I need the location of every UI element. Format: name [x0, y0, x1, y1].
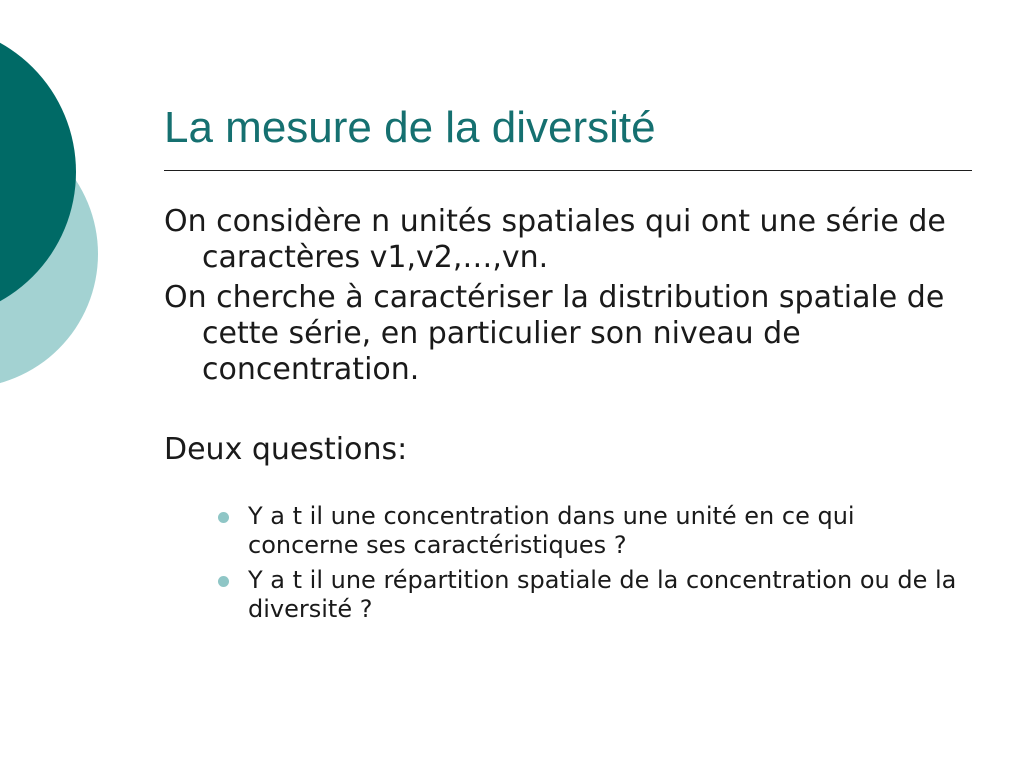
list-item — [164, 566, 964, 624]
list-item — [164, 502, 964, 560]
title-divider — [164, 170, 972, 171]
slide-body — [164, 204, 964, 630]
slide-title: La mesure de la diversité — [164, 103, 656, 152]
list-item-text: Y a t il une concentration dans une unité en ce qui concerne ses caractéristiques ? — [248, 502, 855, 559]
paragraph-units: On considère n unités spatiales qui ont une série de caractères v1,v2,…,vn. — [164, 204, 946, 275]
paragraph-distribution: On cherche à caractériser la distribution spatiale de cette série, en particulier son niveau de concentration. — [164, 280, 945, 387]
paragraph-questions: Deux questions: — [164, 432, 408, 467]
bullet-dot-icon — [218, 512, 229, 523]
bullet-dot-icon — [218, 576, 229, 587]
questions-list — [164, 502, 964, 624]
list-item-text: Y a t il une répartition spatiale de la concentration ou de la diversité ? — [248, 566, 957, 623]
